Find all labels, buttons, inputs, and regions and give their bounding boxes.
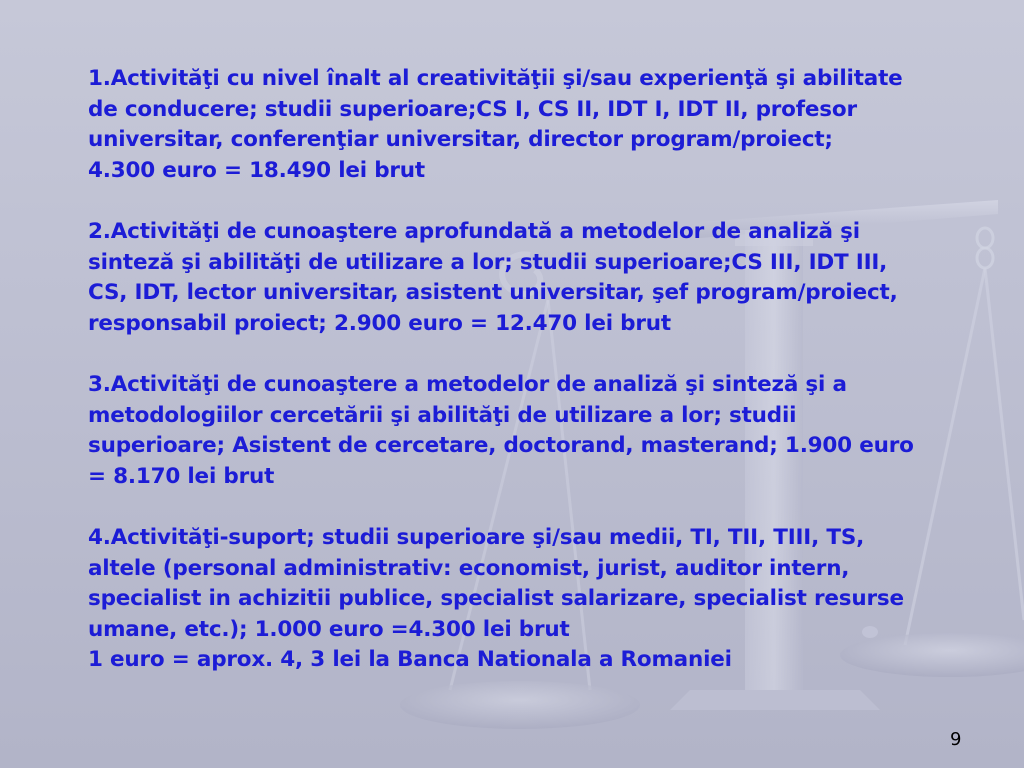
- text-line: 1.Activităţi cu nivel înalt al creativităţii şi/sau experienţă şi abilitate: [88, 66, 903, 91]
- text-line: 3.Activităţi de cunoaştere a metodelor de analiză şi sinteză şi a: [88, 371, 847, 397]
- text-line: altele (personal administrativ: economist, jurist, auditor intern,: [88, 555, 850, 581]
- paragraph-category-2: [88, 217, 988, 339]
- text-line: sinteză şi abilităţi de utilizare a lor; studii superioare;CS III, IDT III,: [88, 249, 888, 275]
- text-line: 2.Activităţi de cunoaştere aprofundată a metodelor de analiză şi: [88, 218, 860, 244]
- text-line: 4.Activităţi-suport; studii superioare şi/sau medii, TI, TII, TIII, TS,: [88, 524, 865, 550]
- paragraph-category-3: [88, 370, 988, 492]
- text-line: superioare; Asistent de cercetare, doctorand, masterand; 1.900 euro: [88, 433, 914, 459]
- text-line: responsabil proiect; 2.900 euro = 12.470 lei brut: [88, 310, 671, 336]
- text-line: umane, etc.); 1.000 euro =4.300 lei brut: [88, 616, 570, 642]
- text-line: universitar, conferenţiar universitar, director program/proiect;: [88, 127, 833, 153]
- text-line: de conducere; studii superioare;CS I, CS II, IDT I, IDT II, profesor: [88, 96, 857, 122]
- exchange-rate-note: 1 euro = aprox. 4, 3 lei la Banca Nationala a Romaniei: [88, 647, 732, 673]
- paragraph-category-4: [88, 523, 988, 676]
- paragraph-category-1: [88, 64, 988, 186]
- text-line: specialist in achizitii publice, specialist salarizare, specialist resurse: [88, 586, 904, 612]
- page-number: 9: [950, 729, 962, 750]
- text-line: metodologiilor cercetării şi abilităţi de utilizare a lor; studii: [88, 402, 797, 428]
- text-line: 4.300 euro = 18.490 lei brut: [88, 157, 425, 183]
- text-line: CS, IDT, lector universitar, asistent universitar, şef program/proiect,: [88, 280, 898, 306]
- slide-body: [88, 64, 988, 676]
- text-line: = 8.170 lei brut: [88, 463, 275, 489]
